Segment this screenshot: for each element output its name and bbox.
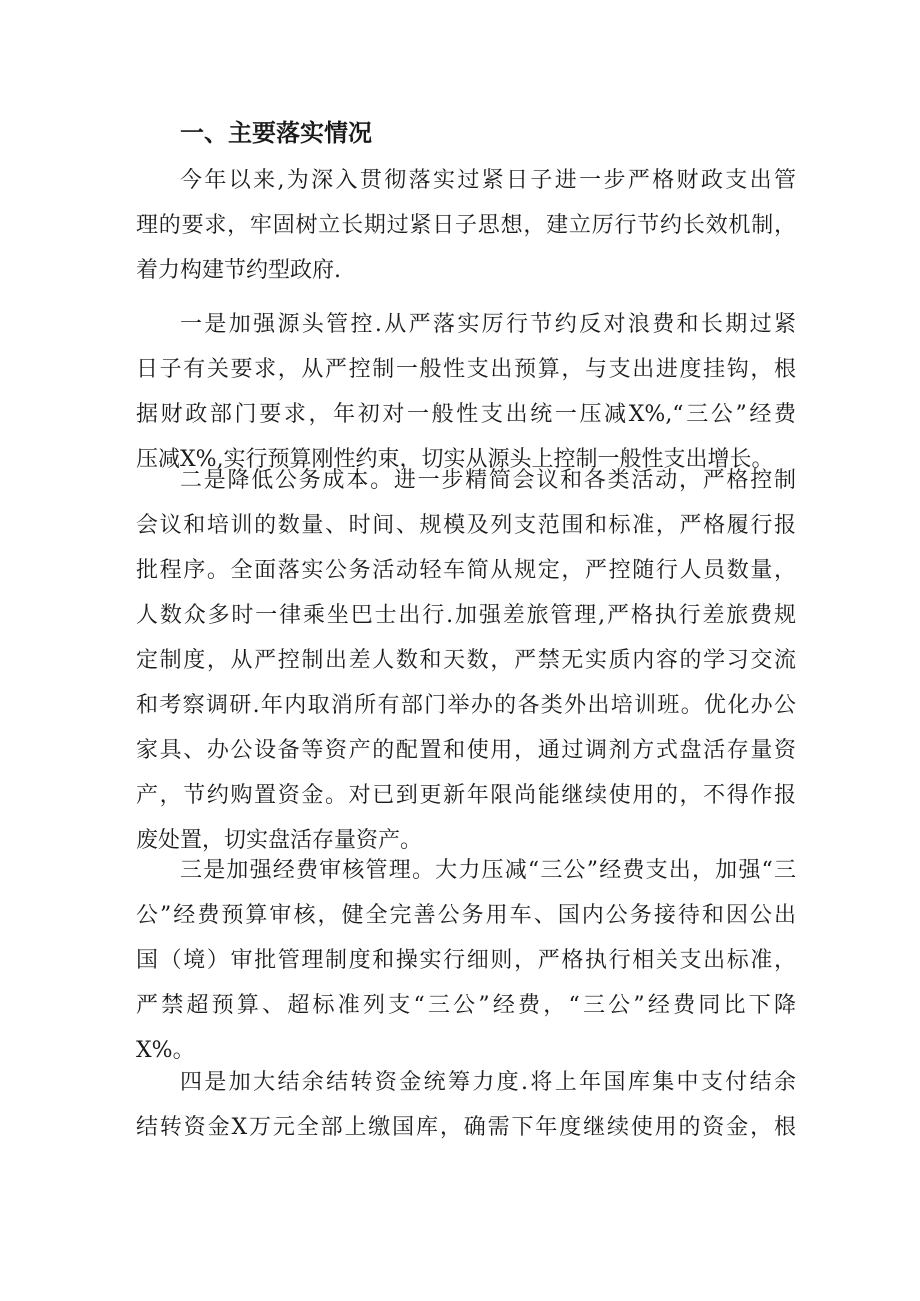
text-line: 产，节约购置资金。对已到更新年限尚能继续使用的，不得作报 — [136, 783, 796, 808]
text-line: 和考察调研.年内取消所有部门举办的各类外出培训班。优化办公 — [136, 693, 796, 718]
text-line: 今年以来,为深入贯彻落实过紧日子进一步严格财政支出管 — [180, 168, 796, 193]
text-line: 废处置，切实盘活存量资产。 — [136, 828, 423, 853]
text-line: 着力构建节约型政府. — [136, 258, 341, 283]
text-line: 据财政部门要求，年初对一般性支出统一压减X%,“三公”经费 — [136, 402, 796, 427]
text-line: 公”经费预算审核，健全完善公务用车、国内公务接待和因公出 — [136, 903, 796, 928]
text-line: 一是加强源头管控.从严落实厉行节约反对浪费和长期过紧 — [180, 312, 796, 337]
text-line: X%。 — [136, 1038, 195, 1063]
text-line: 压减X%,实行预算刚性约束，切实从源头上控制一般性支出增长。 — [136, 447, 774, 472]
text-line: 四是加大结余结转资金统筹力度.将上年国库集中支付结余 — [180, 1070, 796, 1095]
text-line: 严禁超预算、超标准列支“三公”经费，“三公”经费同比下降 — [136, 993, 796, 1018]
paragraph-reduce-costs — [136, 458, 796, 863]
text-line: 会议和培训的数量、时间、规模及列支范围和标准，严格履行报 — [136, 513, 796, 538]
paragraph-audit-management — [136, 848, 796, 1073]
text-line: 日子有关要求，从严控制一般性支出预算，与支出进度挂钩，根 — [136, 357, 796, 382]
text-line: 三是加强经费审核管理。大力压减“三公”经费支出，加强“三 — [180, 858, 796, 883]
paragraph-carryover-funds — [136, 1060, 796, 1150]
text-line: 批程序。全面落实公务活动轻车简从规定，严控随行人员数量， — [136, 558, 796, 583]
paragraph-intro — [136, 158, 796, 293]
paragraph-source-control — [136, 302, 796, 482]
text-line: 国（境）审批管理制度和操实行细则，严格执行相关支出标准， — [136, 948, 796, 973]
text-line: 家具、办公设备等资产的配置和使用，通过调剂方式盘活存量资 — [136, 738, 796, 763]
text-line: 理的要求，牢固树立长期过紧日子思想，建立厉行节约长效机制， — [136, 213, 796, 238]
text-line: 定制度，从严控制出差人数和天数，严禁无实质内容的学习交流 — [136, 648, 796, 673]
text-line: 人数众多时一律乘坐巴士出行.加强差旅管理,严格执行差旅费规 — [136, 603, 796, 628]
section-heading: 一、主要落实情况 — [180, 119, 372, 147]
text-line: 结转资金X万元全部上缴国库，确需下年度继续使用的资金，根 — [136, 1115, 796, 1140]
text-line: 二是降低公务成本。进一步精简会议和各类活动，严格控制 — [180, 468, 796, 493]
